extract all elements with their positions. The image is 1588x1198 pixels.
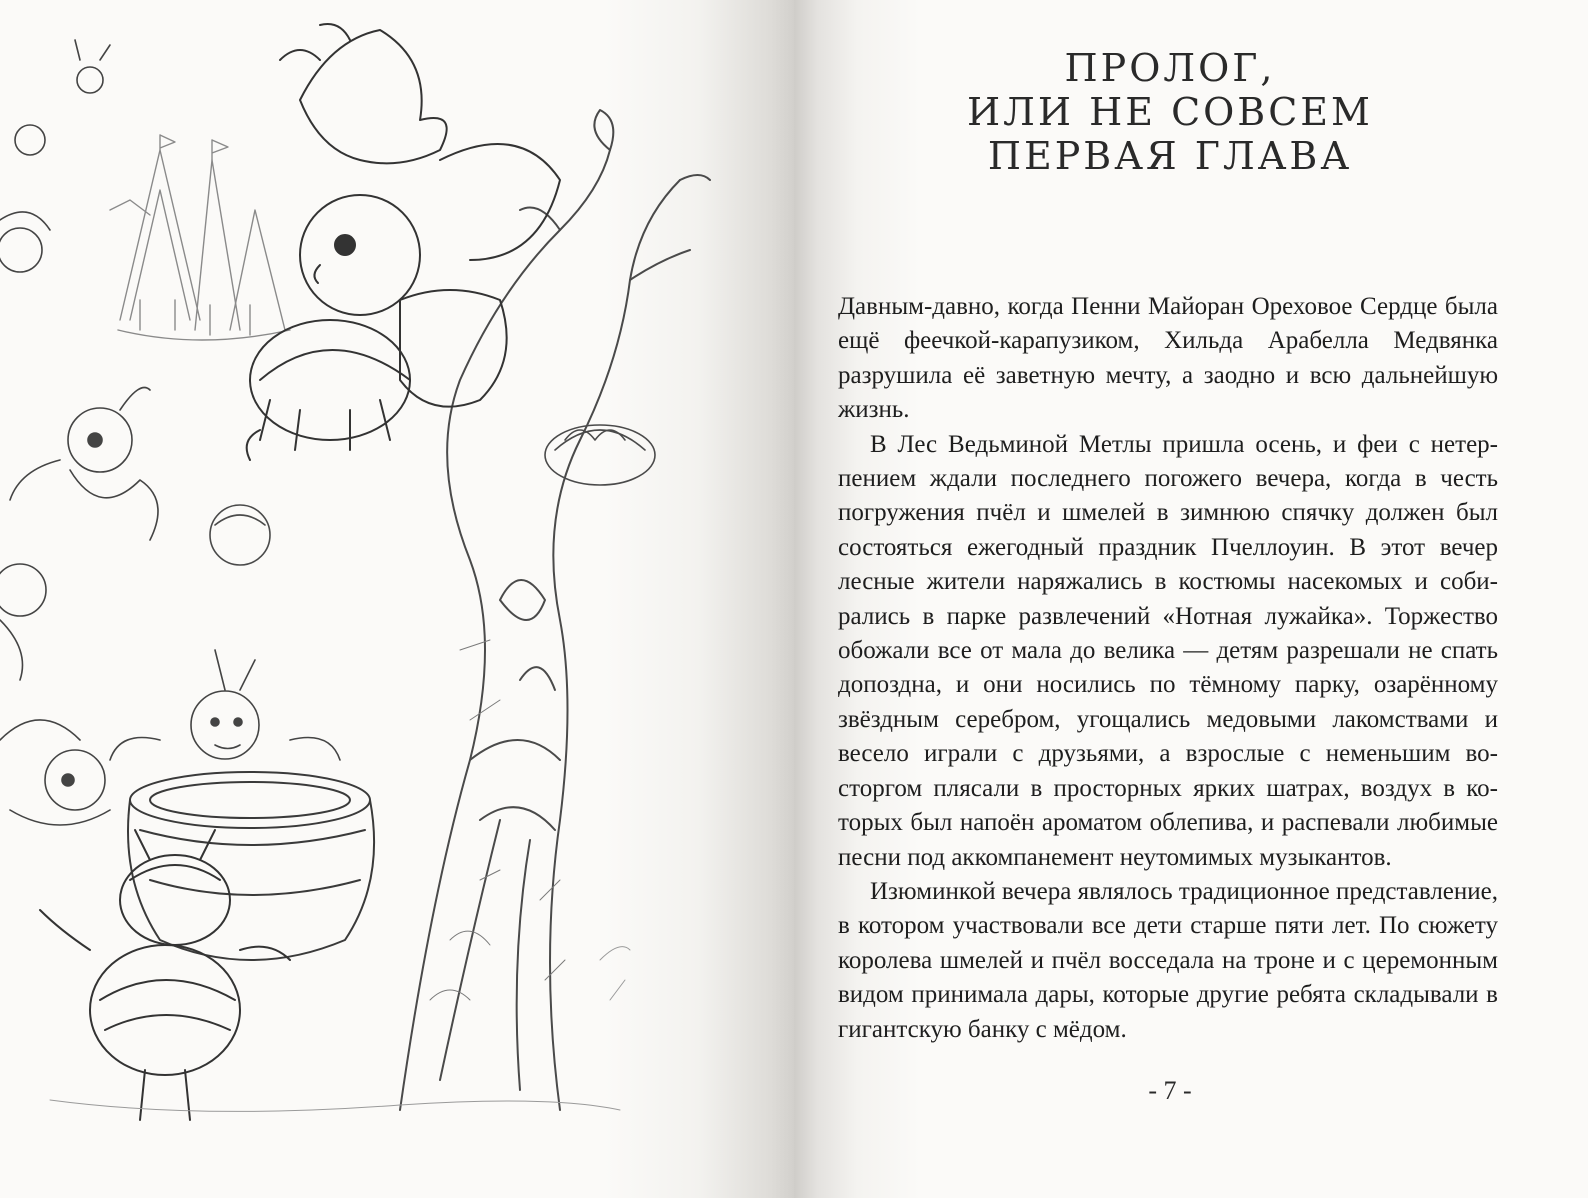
chapter-title	[840, 46, 1500, 178]
chapter-body	[838, 290, 1498, 1047]
main-fairy-sketch	[247, 24, 560, 460]
flower-sketch	[210, 425, 655, 565]
page-number: - 7 -	[1148, 1076, 1192, 1105]
chapter-title-line: ИЛИ НЕ СОВСЕМ	[967, 90, 1373, 134]
tents-sketch	[110, 135, 290, 340]
paragraph: Изюминкой вечера являлось традиционное представление, в котором участвовали все дети старше пяти лет. По сюжету королева шмелей и пчёл восседала на троне и с церемонным видом принимала дары, которые другие ребята складывали в гигантскую банку с мёдом.	[838, 877, 1498, 1043]
tree-sketch	[400, 110, 710, 1110]
paragraph: В Лес Ведьминой Метлы пришла осень, и феи с нетерпением ждали последнего погожего вечера, когда в честь погружения пчёл и шмелей в зимнюю спячку должен был состояться ежегодный праздник Пчеллоуин. В этот вечер лесные жители наряжались в костюмы насекомых и собирались в парке развлечений «Нотная лужайка». Торжество обожали все от мала до велика — детям разрешали не спать допоздна, и они носились по тёмному парку, озарённому звёздным серебром, угощались медовыми лакомствами и весело играли с друзьями, а взрослые с неменьшим восторгом плясали в просторных ярких шатрах, воздух в которых был напоён ароматом облепива, и распевали любимые песни под аккомпанемент неутомимых музыкантов.	[838, 430, 1498, 871]
paragraph: Давным-давно, когда Пенни Майоран Ореховое Сердце была ещё феечкой-карапузиком, Хильда Арабелла Медвянка разрушила её заветную мечту, а заодно и всю дальнейшую жизнь.	[838, 293, 1498, 424]
back-fairy-sketch	[40, 830, 290, 1120]
chapter-title-line: ПРОЛОГ,	[1064, 46, 1276, 90]
chapter-title-line: ПЕРВАЯ ГЛАВА	[987, 134, 1353, 178]
